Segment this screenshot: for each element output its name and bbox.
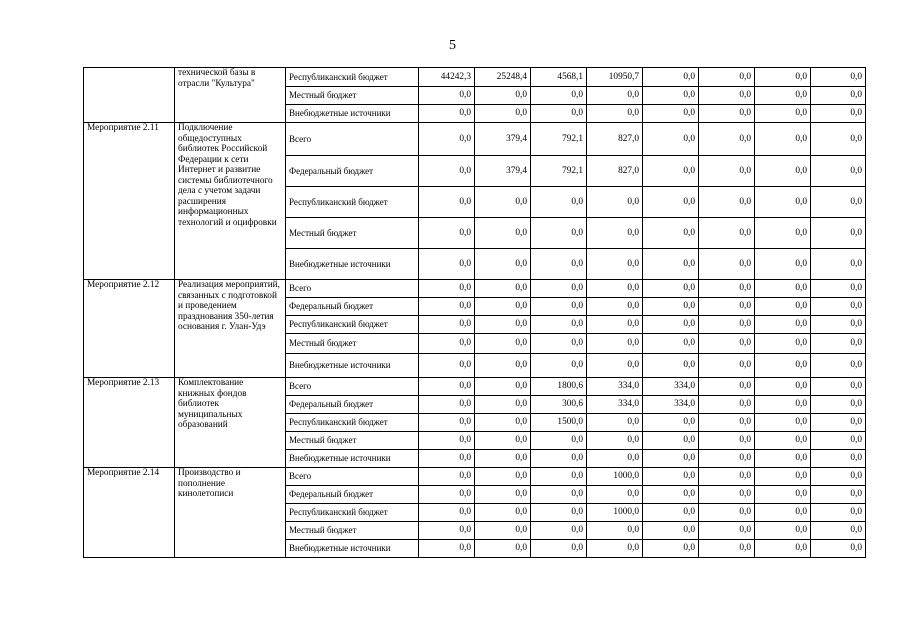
amount-cell: 0,0	[699, 522, 755, 540]
amount-cell: 0,0	[475, 396, 531, 414]
amount-cell: 0,0	[643, 187, 699, 218]
amount-cell: 0,0	[419, 123, 475, 156]
amount-cell: 0,0	[587, 354, 643, 378]
amount-cell: 0,0	[643, 354, 699, 378]
amount-cell: 0,0	[755, 187, 811, 218]
amount-cell: 300,6	[531, 396, 587, 414]
event-code-cell: Мероприятие 2.12	[84, 280, 175, 378]
amount-cell: 0,0	[419, 504, 475, 522]
amount-cell: 0,0	[755, 540, 811, 558]
funding-source-cell: Республиканский бюджет	[286, 68, 419, 87]
amount-cell: 0,0	[643, 334, 699, 354]
amount-cell: 0,0	[643, 87, 699, 105]
table-row	[84, 378, 866, 396]
amount-cell: 0,0	[699, 540, 755, 558]
amount-cell: 0,0	[587, 249, 643, 280]
amount-cell: 792,1	[531, 156, 587, 187]
amount-cell: 0,0	[755, 298, 811, 316]
amount-cell: 0,0	[419, 450, 475, 468]
amount-cell: 0,0	[755, 522, 811, 540]
amount-cell: 0,0	[755, 396, 811, 414]
amount-cell: 0,0	[755, 249, 811, 280]
amount-cell: 0,0	[755, 156, 811, 187]
amount-cell: 0,0	[475, 298, 531, 316]
amount-cell: 0,0	[643, 316, 699, 334]
amount-cell: 0,0	[643, 486, 699, 504]
amount-cell: 0,0	[699, 414, 755, 432]
amount-cell: 0,0	[531, 334, 587, 354]
amount-cell: 0,0	[587, 450, 643, 468]
amount-cell: 0,0	[755, 450, 811, 468]
amount-cell: 0,0	[419, 298, 475, 316]
amount-cell: 0,0	[587, 187, 643, 218]
amount-cell: 0,0	[419, 187, 475, 218]
funding-source-cell: Внебюджетные источники	[286, 105, 419, 123]
amount-cell: 4568,1	[531, 68, 587, 87]
amount-cell: 0,0	[475, 354, 531, 378]
funding-source-cell: Всего	[286, 378, 419, 396]
amount-cell: 0,0	[699, 87, 755, 105]
amount-cell: 0,0	[531, 105, 587, 123]
event-name-cell: технической базы в отрасли "Культура"	[175, 68, 286, 123]
amount-cell: 0,0	[531, 486, 587, 504]
amount-cell: 0,0	[811, 156, 866, 187]
amount-cell: 0,0	[811, 187, 866, 218]
amount-cell: 0,0	[699, 432, 755, 450]
page-number: 5	[449, 38, 456, 53]
funding-source-cell: Республиканский бюджет	[286, 504, 419, 522]
funding-source-cell: Республиканский бюджет	[286, 414, 419, 432]
funding-source-cell: Федеральный бюджет	[286, 396, 419, 414]
funding-source-cell: Местный бюджет	[286, 522, 419, 540]
amount-cell: 0,0	[811, 522, 866, 540]
amount-cell: 0,0	[699, 249, 755, 280]
amount-cell: 0,0	[587, 486, 643, 504]
amount-cell: 334,0	[587, 378, 643, 396]
amount-cell: 0,0	[699, 486, 755, 504]
funding-source-cell: Республиканский бюджет	[286, 187, 419, 218]
amount-cell: 0,0	[419, 87, 475, 105]
amount-cell: 0,0	[811, 316, 866, 334]
amount-cell: 0,0	[643, 414, 699, 432]
amount-cell: 0,0	[699, 468, 755, 486]
amount-cell: 0,0	[587, 414, 643, 432]
amount-cell: 1800,6	[531, 378, 587, 396]
funding-source-cell: Внебюджетные источники	[286, 450, 419, 468]
funding-source-cell: Внебюджетные источники	[286, 540, 419, 558]
amount-cell: 0,0	[811, 396, 866, 414]
amount-cell: 0,0	[587, 218, 643, 249]
amount-cell: 10950,7	[587, 68, 643, 87]
amount-cell: 0,0	[643, 468, 699, 486]
amount-cell: 0,0	[643, 218, 699, 249]
amount-cell: 0,0	[531, 298, 587, 316]
event-code-cell	[84, 68, 175, 123]
amount-cell: 0,0	[699, 280, 755, 298]
amount-cell: 0,0	[531, 432, 587, 450]
funding-source-cell: Местный бюджет	[286, 87, 419, 105]
amount-cell: 0,0	[699, 450, 755, 468]
amount-cell: 0,0	[419, 540, 475, 558]
amount-cell: 0,0	[755, 486, 811, 504]
amount-cell: 0,0	[811, 280, 866, 298]
amount-cell: 0,0	[419, 105, 475, 123]
amount-cell: 0,0	[475, 187, 531, 218]
amount-cell: 0,0	[419, 414, 475, 432]
amount-cell: 0,0	[475, 486, 531, 504]
amount-cell: 334,0	[587, 396, 643, 414]
amount-cell: 0,0	[755, 432, 811, 450]
amount-cell: 0,0	[475, 432, 531, 450]
amount-cell: 0,0	[643, 432, 699, 450]
amount-cell: 0,0	[699, 378, 755, 396]
amount-cell: 0,0	[811, 540, 866, 558]
event-name-cell: Реализация мероприятий, связанных с подготовкой и проведением празднования 350-летия основания г. Улан-Удэ	[175, 280, 286, 378]
amount-cell: 1000,0	[587, 468, 643, 486]
amount-cell: 0,0	[811, 218, 866, 249]
amount-cell: 0,0	[475, 249, 531, 280]
amount-cell: 0,0	[531, 450, 587, 468]
amount-cell: 0,0	[587, 105, 643, 123]
amount-cell: 0,0	[699, 218, 755, 249]
amount-cell: 0,0	[643, 123, 699, 156]
amount-cell: 0,0	[699, 156, 755, 187]
amount-cell: 0,0	[419, 354, 475, 378]
amount-cell: 827,0	[587, 156, 643, 187]
amount-cell: 0,0	[699, 105, 755, 123]
amount-cell: 0,0	[587, 316, 643, 334]
amount-cell: 0,0	[531, 354, 587, 378]
amount-cell: 0,0	[587, 540, 643, 558]
amount-cell: 0,0	[755, 354, 811, 378]
amount-cell: 0,0	[755, 218, 811, 249]
amount-cell: 0,0	[811, 298, 866, 316]
amount-cell: 0,0	[531, 522, 587, 540]
amount-cell: 44242,3	[419, 68, 475, 87]
amount-cell: 0,0	[531, 218, 587, 249]
amount-cell: 0,0	[699, 334, 755, 354]
amount-cell: 0,0	[419, 316, 475, 334]
amount-cell: 0,0	[811, 123, 866, 156]
event-code-cell: Мероприятие 2.11	[84, 123, 175, 280]
table-row	[84, 68, 866, 87]
event-name-cell: Подключение общедоступных библиотек Российской Федерации к сети Интернет и развитие системы библиотечного дела с учетом задачи расширения информационных технологий и оцифровки	[175, 123, 286, 280]
amount-cell: 0,0	[755, 123, 811, 156]
funding-source-cell: Федеральный бюджет	[286, 486, 419, 504]
amount-cell: 379,4	[475, 156, 531, 187]
funding-source-cell: Местный бюджет	[286, 334, 419, 354]
funding-source-cell: Всего	[286, 123, 419, 156]
amount-cell: 0,0	[419, 522, 475, 540]
budget-table	[83, 67, 866, 558]
amount-cell: 0,0	[755, 87, 811, 105]
amount-cell: 0,0	[531, 280, 587, 298]
amount-cell: 0,0	[643, 280, 699, 298]
amount-cell: 0,0	[643, 522, 699, 540]
amount-cell: 0,0	[755, 68, 811, 87]
amount-cell: 0,0	[811, 468, 866, 486]
amount-cell: 0,0	[531, 468, 587, 486]
amount-cell: 0,0	[811, 378, 866, 396]
amount-cell: 0,0	[587, 432, 643, 450]
event-name-cell: Комплектование книжных фондов библиотек муниципальных образований	[175, 378, 286, 468]
amount-cell: 0,0	[419, 468, 475, 486]
amount-cell: 0,0	[811, 68, 866, 87]
amount-cell: 0,0	[643, 156, 699, 187]
amount-cell: 0,0	[475, 218, 531, 249]
amount-cell: 0,0	[643, 504, 699, 522]
amount-cell: 0,0	[475, 540, 531, 558]
amount-cell: 0,0	[755, 316, 811, 334]
amount-cell: 0,0	[419, 378, 475, 396]
amount-cell: 0,0	[755, 414, 811, 432]
amount-cell: 0,0	[755, 334, 811, 354]
amount-cell: 0,0	[475, 468, 531, 486]
amount-cell: 0,0	[419, 334, 475, 354]
amount-cell: 0,0	[755, 468, 811, 486]
amount-cell: 0,0	[531, 540, 587, 558]
amount-cell: 1500,0	[531, 414, 587, 432]
amount-cell: 0,0	[587, 87, 643, 105]
funding-source-cell: Внебюджетные источники	[286, 249, 419, 280]
amount-cell: 0,0	[699, 68, 755, 87]
event-name-cell: Производство и пополнение кинолетописи	[175, 468, 286, 558]
amount-cell: 827,0	[587, 123, 643, 156]
amount-cell: 0,0	[475, 504, 531, 522]
amount-cell: 0,0	[475, 105, 531, 123]
amount-cell: 334,0	[643, 378, 699, 396]
amount-cell: 334,0	[643, 396, 699, 414]
event-code-cell: Мероприятие 2.13	[84, 378, 175, 468]
funding-source-cell: Республиканский бюджет	[286, 316, 419, 334]
table-body	[84, 68, 866, 558]
amount-cell: 0,0	[643, 105, 699, 123]
amount-cell: 0,0	[755, 105, 811, 123]
funding-source-cell: Всего	[286, 468, 419, 486]
table-row	[84, 123, 866, 156]
amount-cell: 0,0	[811, 87, 866, 105]
amount-cell: 0,0	[419, 486, 475, 504]
amount-cell: 0,0	[419, 280, 475, 298]
amount-cell: 0,0	[811, 504, 866, 522]
amount-cell: 0,0	[643, 249, 699, 280]
amount-cell: 0,0	[419, 249, 475, 280]
amount-cell: 1000,0	[587, 504, 643, 522]
amount-cell: 0,0	[699, 123, 755, 156]
table-row	[84, 468, 866, 486]
amount-cell: 0,0	[699, 504, 755, 522]
amount-cell: 0,0	[643, 450, 699, 468]
amount-cell: 0,0	[699, 396, 755, 414]
amount-cell: 0,0	[699, 316, 755, 334]
amount-cell: 0,0	[755, 378, 811, 396]
funding-source-cell: Всего	[286, 280, 419, 298]
funding-source-cell: Местный бюджет	[286, 218, 419, 249]
amount-cell: 0,0	[475, 280, 531, 298]
amount-cell: 792,1	[531, 123, 587, 156]
funding-source-cell: Федеральный бюджет	[286, 156, 419, 187]
amount-cell: 0,0	[643, 68, 699, 87]
amount-cell: 0,0	[531, 187, 587, 218]
amount-cell: 0,0	[811, 450, 866, 468]
amount-cell: 379,4	[475, 123, 531, 156]
table-row	[84, 280, 866, 298]
amount-cell: 0,0	[699, 298, 755, 316]
funding-source-cell: Местный бюджет	[286, 432, 419, 450]
amount-cell: 0,0	[419, 432, 475, 450]
amount-cell: 0,0	[811, 486, 866, 504]
amount-cell: 0,0	[475, 378, 531, 396]
amount-cell: 0,0	[475, 522, 531, 540]
amount-cell: 0,0	[587, 522, 643, 540]
amount-cell: 0,0	[811, 432, 866, 450]
event-code-cell: Мероприятие 2.14	[84, 468, 175, 558]
amount-cell: 0,0	[755, 504, 811, 522]
amount-cell: 0,0	[699, 354, 755, 378]
amount-cell: 0,0	[475, 450, 531, 468]
amount-cell: 0,0	[531, 504, 587, 522]
amount-cell: 0,0	[419, 218, 475, 249]
amount-cell: 25248,4	[475, 68, 531, 87]
amount-cell: 0,0	[419, 396, 475, 414]
amount-cell: 0,0	[811, 354, 866, 378]
amount-cell: 0,0	[811, 414, 866, 432]
amount-cell: 0,0	[643, 298, 699, 316]
funding-source-cell: Федеральный бюджет	[286, 298, 419, 316]
amount-cell: 0,0	[475, 87, 531, 105]
amount-cell: 0,0	[475, 316, 531, 334]
amount-cell: 0,0	[419, 156, 475, 187]
funding-source-cell: Внебюджетные источники	[286, 354, 419, 378]
amount-cell: 0,0	[531, 249, 587, 280]
amount-cell: 0,0	[699, 187, 755, 218]
amount-cell: 0,0	[811, 334, 866, 354]
amount-cell: 0,0	[531, 316, 587, 334]
amount-cell: 0,0	[643, 540, 699, 558]
amount-cell: 0,0	[531, 87, 587, 105]
amount-cell: 0,0	[587, 334, 643, 354]
amount-cell: 0,0	[475, 334, 531, 354]
amount-cell: 0,0	[811, 105, 866, 123]
amount-cell: 0,0	[587, 298, 643, 316]
amount-cell: 0,0	[475, 414, 531, 432]
amount-cell: 0,0	[755, 280, 811, 298]
amount-cell: 0,0	[811, 249, 866, 280]
amount-cell: 0,0	[587, 280, 643, 298]
